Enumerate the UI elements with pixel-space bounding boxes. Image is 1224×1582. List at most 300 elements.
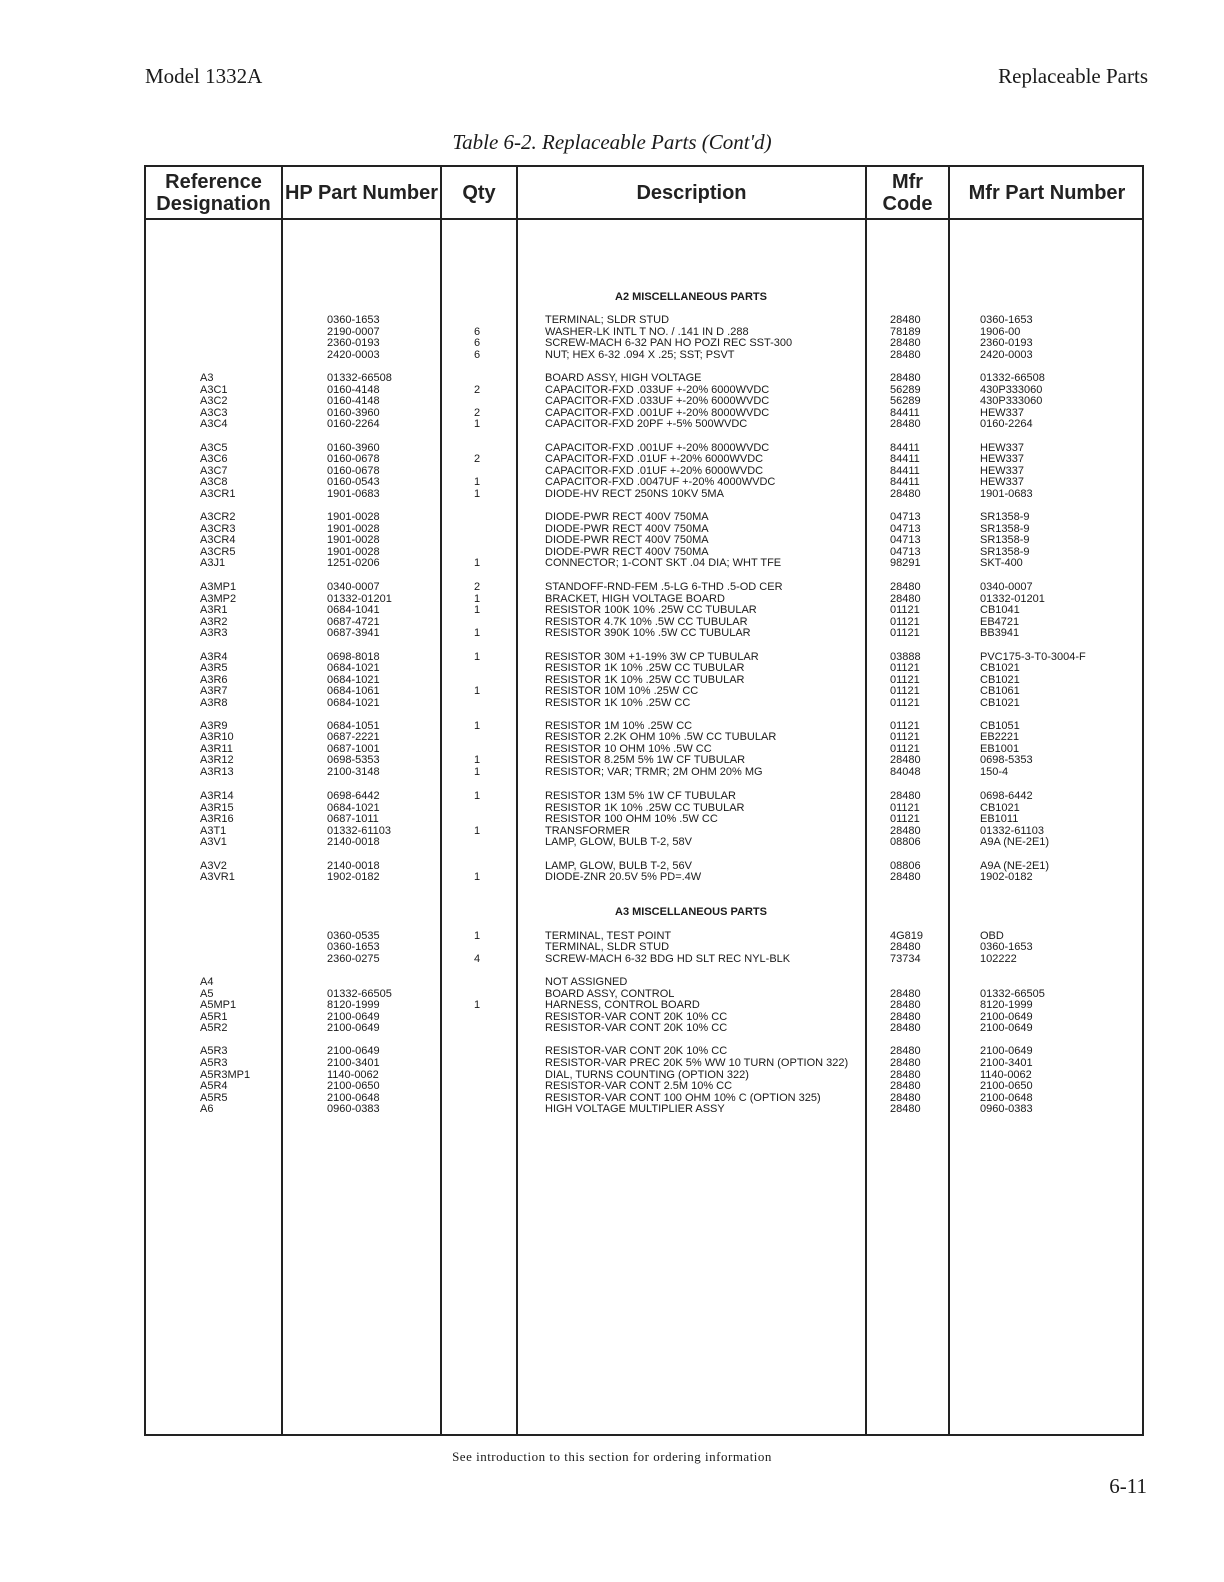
cell-mfr-code: 01121 <box>890 813 920 825</box>
table-row <box>0 453 1224 465</box>
cell-ref-designation: A3R11 <box>200 743 233 755</box>
cell-mfr-part-number: 1901-0683 <box>980 488 1033 500</box>
cell-mfr-part-number: SR1358-9 <box>980 534 1030 546</box>
cell-mfr-code: 01121 <box>890 697 920 709</box>
cell-description: RESISTOR-VAR CONT 2.5M 10% CC <box>545 1080 733 1092</box>
cell-mfr-part-number: SR1358-9 <box>980 511 1030 523</box>
cell-mfr-part-number: SKT-400 <box>980 557 1023 569</box>
cell-ref-designation: A3R13 <box>200 766 234 778</box>
cell-description: RESISTOR-VAR PREC 20K 5% WW 10 TURN (OPTION 322) <box>545 1057 849 1069</box>
cell-qty: 2 <box>474 384 481 396</box>
cell-mfr-part-number: 150-4 <box>980 766 1009 778</box>
cell-mfr-part-number: 8120-1999 <box>980 999 1033 1011</box>
cell-ref-designation: A3R3 <box>200 627 228 639</box>
cell-mfr-code: 01121 <box>890 662 920 674</box>
section-heading-a3: A3 MISCELLANEOUS PARTS <box>615 906 767 918</box>
cell-hp-part-number: 2100-0649 <box>327 1011 380 1023</box>
cell-mfr-part-number: 1906-00 <box>980 326 1021 338</box>
cell-mfr-code: 01121 <box>890 627 920 639</box>
cell-description: RESISTOR 1M 10% .25W CC <box>545 720 693 732</box>
table-row <box>0 754 1224 766</box>
cell-mfr-code: 04713 <box>890 534 921 546</box>
table-row <box>0 534 1224 546</box>
table-row <box>0 511 1224 523</box>
cell-mfr-code: 04713 <box>890 546 921 558</box>
cell-mfr-code: 04713 <box>890 511 921 523</box>
cell-ref-designation: A3R4 <box>200 651 228 663</box>
cell-mfr-code: 84048 <box>890 766 921 778</box>
cell-hp-part-number: 1251-0206 <box>327 557 380 569</box>
cell-description: DIODE-ZNR 20.5V 5% PD=.4W <box>545 871 702 883</box>
cell-ref-designation: A5MP1 <box>200 999 237 1011</box>
cell-description: RESISTOR 10 OHM 10% .5W CC <box>545 743 712 755</box>
column-header-qty: Qty <box>462 181 496 204</box>
cell-ref-designation: A3CR4 <box>200 534 236 546</box>
table-row <box>0 581 1224 593</box>
cell-mfr-part-number: CB1021 <box>980 662 1020 674</box>
cell-ref-designation: A5R2 <box>200 1022 228 1034</box>
cell-hp-part-number: 0684-1021 <box>327 674 380 686</box>
cell-mfr-part-number: PVC175-3-T0-3004-F <box>980 651 1086 663</box>
cell-qty: 2 <box>474 581 481 593</box>
cell-ref-designation: A3R16 <box>200 813 234 825</box>
cell-mfr-code: 28480 <box>890 1045 921 1057</box>
cell-mfr-part-number: 01332-66508 <box>980 372 1045 384</box>
table-row <box>0 488 1224 500</box>
cell-mfr-code: 78189 <box>890 326 921 338</box>
cell-mfr-part-number: 1140-0062 <box>980 1069 1032 1081</box>
table-row <box>0 697 1224 709</box>
cell-mfr-part-number: 2100-0650 <box>980 1080 1033 1092</box>
cell-hp-part-number: 8120-1999 <box>327 999 380 1011</box>
cell-hp-part-number: 2420-0003 <box>327 349 380 361</box>
cell-mfr-code: 01121 <box>890 731 920 743</box>
cell-ref-designation: A3C5 <box>200 442 228 454</box>
table-row <box>0 476 1224 488</box>
cell-hp-part-number: 2190-0007 <box>327 326 380 338</box>
cell-ref-designation: A5R5 <box>200 1092 228 1104</box>
cell-mfr-code: 28480 <box>890 488 921 500</box>
cell-description: RESISTOR 1K 10% .25W CC TUBULAR <box>545 662 745 674</box>
cell-ref-designation: A3CR2 <box>200 511 236 523</box>
cell-hp-part-number: 2360-0275 <box>327 953 380 965</box>
cell-qty: 1 <box>474 627 481 639</box>
cell-hp-part-number: 0698-6442 <box>327 790 380 802</box>
table-row <box>0 337 1224 349</box>
cell-description: RESISTOR 1K 10% .25W CC TUBULAR <box>545 802 745 814</box>
cell-hp-part-number: 0360-0535 <box>327 930 380 942</box>
cell-ref-designation: A5R3MP1 <box>200 1069 251 1081</box>
table-row <box>0 871 1224 883</box>
cell-ref-designation: A3CR1 <box>200 488 236 500</box>
table-row <box>0 731 1224 743</box>
cell-qty: 1 <box>474 825 481 837</box>
cell-qty: 1 <box>474 476 481 488</box>
cell-mfr-code: 84411 <box>890 453 920 465</box>
cell-ref-designation: A3V1 <box>200 836 227 848</box>
cell-hp-part-number: 2100-3401 <box>327 1057 380 1069</box>
cell-ref-designation: A4 <box>200 976 214 988</box>
cell-mfr-part-number: OBD <box>980 930 1004 942</box>
table-row <box>0 662 1224 674</box>
cell-mfr-part-number: 2100-0649 <box>980 1045 1033 1057</box>
cell-qty: 2 <box>474 407 481 419</box>
cell-hp-part-number: 0684-1021 <box>327 662 380 674</box>
cell-ref-designation: A3C8 <box>200 476 228 488</box>
cell-ref-designation: A3CR5 <box>200 546 236 558</box>
cell-mfr-part-number: EB1001 <box>980 743 1020 755</box>
cell-description: LAMP, GLOW, BULB T-2, 56V <box>545 860 692 872</box>
column-header-hp-part: HP Part Number <box>284 181 438 204</box>
cell-description: HARNESS, CONTROL BOARD <box>545 999 700 1011</box>
cell-hp-part-number: 1901-0028 <box>327 523 380 535</box>
cell-mfr-part-number: 01332-66505 <box>980 988 1045 1000</box>
cell-description: DIODE-PWR RECT 400V 750MA <box>545 546 709 558</box>
cell-ref-designation: A3R15 <box>200 802 234 814</box>
cell-qty: 1 <box>474 720 481 732</box>
cell-hp-part-number: 01332-61103 <box>327 825 392 837</box>
cell-mfr-part-number: 01332-61103 <box>980 825 1045 837</box>
cell-mfr-code: 4G819 <box>890 930 924 942</box>
cell-description: RESISTOR 13M 5% 1W CF TUBULAR <box>545 790 736 802</box>
cell-mfr-part-number: 0340-0007 <box>980 581 1033 593</box>
cell-mfr-part-number: A9A (NE-2E1) <box>980 836 1050 848</box>
cell-mfr-part-number: CB1021 <box>980 802 1020 814</box>
cell-hp-part-number: 0340-0007 <box>327 581 380 593</box>
table-row <box>0 1080 1224 1092</box>
cell-hp-part-number: 0698-8018 <box>327 651 380 663</box>
cell-mfr-part-number: CB1021 <box>980 697 1020 709</box>
cell-mfr-part-number: 0360-1653 <box>980 314 1033 326</box>
cell-ref-designation: A3C2 <box>200 395 228 407</box>
cell-hp-part-number: 0684-1061 <box>327 685 380 697</box>
cell-mfr-code: 28480 <box>890 871 921 883</box>
cell-mfr-code: 28480 <box>890 1011 921 1023</box>
cell-description: CONNECTOR; 1-CONT SKT .04 DIA; WHT TFE <box>545 557 782 569</box>
cell-hp-part-number: 0160-3960 <box>327 442 380 454</box>
cell-mfr-code: 28480 <box>890 1092 921 1104</box>
cell-description: BOARD ASSY, HIGH VOLTAGE <box>545 372 702 384</box>
cell-hp-part-number: 0160-4148 <box>327 384 380 396</box>
cell-description: RESISTOR-VAR CONT 20K 10% CC <box>545 1022 728 1034</box>
cell-description: DIODE-HV RECT 250NS 10KV 5MA <box>545 488 724 500</box>
table-row <box>0 372 1224 384</box>
cell-hp-part-number: 2360-0193 <box>327 337 380 349</box>
cell-qty: 6 <box>474 326 481 338</box>
cell-mfr-code: 01121 <box>890 604 920 616</box>
cell-mfr-code: 01121 <box>890 674 920 686</box>
cell-mfr-code: 28480 <box>890 1069 921 1081</box>
cell-ref-designation: A3R2 <box>200 616 228 628</box>
cell-description: RESISTOR-VAR CONT 100 OHM 10% C (OPTION 325) <box>545 1092 821 1104</box>
cell-mfr-code: 28480 <box>890 1057 921 1069</box>
cell-ref-designation: A3MP1 <box>200 581 237 593</box>
cell-hp-part-number: 2100-0648 <box>327 1092 380 1104</box>
cell-mfr-part-number: HEW337 <box>980 476 1025 488</box>
cell-description: CAPACITOR-FXD .01UF +-20% 6000WVDC <box>545 453 764 465</box>
cell-mfr-part-number: CB1051 <box>980 720 1020 732</box>
cell-ref-designation: A3R8 <box>200 697 228 709</box>
table-row <box>0 685 1224 697</box>
cell-description: RESISTOR 390K 10% .5W CC TUBULAR <box>545 627 751 639</box>
cell-description: LAMP, GLOW, BULB T-2, 58V <box>545 836 692 848</box>
cell-description: HIGH VOLTAGE MULTIPLIER ASSY <box>545 1103 725 1115</box>
cell-mfr-part-number: HEW337 <box>980 442 1025 454</box>
model-header: Model 1332A <box>145 64 263 88</box>
cell-description: TERMINAL; SLDR STUD <box>545 314 670 326</box>
table-row <box>0 349 1224 361</box>
cell-mfr-part-number: 0960-0383 <box>980 1103 1033 1115</box>
table-row <box>0 314 1224 326</box>
cell-mfr-part-number: CB1061 <box>980 685 1020 697</box>
cell-mfr-code: 98291 <box>890 557 921 569</box>
cell-mfr-code: 28480 <box>890 593 921 605</box>
cell-mfr-code: 01121 <box>890 720 920 732</box>
cell-hp-part-number: 1901-0028 <box>327 546 380 558</box>
cell-hp-part-number: 0687-4721 <box>327 616 380 628</box>
cell-qty: 6 <box>474 337 481 349</box>
cell-mfr-code: 28480 <box>890 825 921 837</box>
cell-ref-designation: A3R1 <box>200 604 228 616</box>
cell-mfr-code: 28480 <box>890 418 921 430</box>
cell-description: SCREW-MACH 6-32 BDG HD SLT REC NYL-BLK <box>545 953 791 965</box>
cell-mfr-code: 84411 <box>890 442 920 454</box>
cell-mfr-code: 28480 <box>890 999 921 1011</box>
cell-ref-designation: A3R12 <box>200 754 234 766</box>
cell-hp-part-number: 1901-0028 <box>327 511 380 523</box>
cell-mfr-code: 56289 <box>890 395 921 407</box>
cell-mfr-part-number: 2360-0193 <box>980 337 1033 349</box>
cell-mfr-part-number: SR1358-9 <box>980 523 1030 535</box>
cell-ref-designation: A3C7 <box>200 465 228 477</box>
cell-mfr-code: 28480 <box>890 581 921 593</box>
cell-mfr-code: 28480 <box>890 988 921 1000</box>
cell-mfr-code: 56289 <box>890 384 921 396</box>
cell-description: DIODE-PWR RECT 400V 750MA <box>545 534 709 546</box>
table-row <box>0 557 1224 569</box>
cell-mfr-code: 28480 <box>890 1103 921 1115</box>
cell-description: RESISTOR-VAR CONT 20K 10% CC <box>545 1011 728 1023</box>
cell-ref-designation: A3J1 <box>200 557 226 569</box>
cell-hp-part-number: 0687-2221 <box>327 731 380 743</box>
cell-qty: 1 <box>474 685 481 697</box>
cell-hp-part-number: 0160-0678 <box>327 453 380 465</box>
column-header-reference-line1: Reference <box>165 170 262 193</box>
cell-hp-part-number: 0684-1021 <box>327 802 380 814</box>
column-header-description: Description <box>636 181 747 204</box>
cell-description: RESISTOR 100K 10% .25W CC TUBULAR <box>545 604 757 616</box>
cell-hp-part-number: 1901-0683 <box>327 488 380 500</box>
column-header-mfr-line1: Mfr <box>891 170 924 193</box>
cell-description: RESISTOR-VAR CONT 20K 10% CC <box>545 1045 728 1057</box>
cell-mfr-code: 04713 <box>890 523 921 535</box>
cell-hp-part-number: 1140-0062 <box>327 1069 379 1081</box>
cell-qty: 1 <box>474 593 481 605</box>
cell-hp-part-number: 2100-3148 <box>327 766 380 778</box>
cell-mfr-part-number: 0360-1653 <box>980 941 1033 953</box>
table-row <box>0 418 1224 430</box>
cell-mfr-part-number: SR1358-9 <box>980 546 1030 558</box>
cell-mfr-code: 01121 <box>890 685 920 697</box>
cell-mfr-code: 28480 <box>890 754 921 766</box>
cell-mfr-code: 01121 <box>890 743 920 755</box>
cell-mfr-code: 73734 <box>890 953 921 965</box>
column-header-mfr-line2: Code <box>882 192 933 215</box>
cell-mfr-part-number: CB1041 <box>980 604 1020 616</box>
cell-ref-designation: A3CR3 <box>200 523 236 535</box>
cell-hp-part-number: 0360-1653 <box>327 941 380 953</box>
cell-hp-part-number: 0960-0383 <box>327 1103 380 1115</box>
table-row <box>0 1057 1224 1069</box>
section-header: Replaceable Parts <box>998 64 1148 88</box>
cell-mfr-part-number: 430P333060 <box>980 395 1043 407</box>
table-row <box>0 999 1224 1011</box>
section-heading-a2: A2 MISCELLANEOUS PARTS <box>615 291 767 303</box>
cell-mfr-code: 03888 <box>890 651 921 663</box>
cell-hp-part-number: 2100-0649 <box>327 1045 380 1057</box>
cell-description: DIODE-PWR RECT 400V 750MA <box>545 523 709 535</box>
cell-description: RESISTOR 8.25M 5% 1W CF TUBULAR <box>545 754 746 766</box>
table-row <box>0 953 1224 965</box>
cell-qty: 1 <box>474 418 481 430</box>
cell-hp-part-number: 0360-1653 <box>327 314 380 326</box>
cell-mfr-part-number: HEW337 <box>980 453 1025 465</box>
table-row <box>0 766 1224 778</box>
cell-mfr-code: 08806 <box>890 860 921 872</box>
table-row <box>0 627 1224 639</box>
cell-ref-designation: A3R9 <box>200 720 228 732</box>
cell-hp-part-number: 0160-4148 <box>327 395 380 407</box>
cell-qty: 1 <box>474 999 481 1011</box>
cell-mfr-part-number: 0698-5353 <box>980 754 1033 766</box>
cell-description: TRANSFORMER <box>545 825 630 837</box>
cell-mfr-part-number: EB1011 <box>980 813 1019 825</box>
cell-hp-part-number: 1902-0182 <box>327 871 380 883</box>
cell-hp-part-number: 0160-0543 <box>327 476 380 488</box>
cell-qty: 6 <box>474 349 481 361</box>
cell-mfr-part-number: 2100-0649 <box>980 1011 1033 1023</box>
cell-ref-designation: A6 <box>200 1103 214 1115</box>
cell-description: TERMINAL, SLDR STUD <box>545 941 670 953</box>
cell-ref-designation: A5R3 <box>200 1057 228 1069</box>
cell-description: RESISTOR 10M 10% .25W CC <box>545 685 699 697</box>
cell-hp-part-number: 2100-0650 <box>327 1080 380 1092</box>
cell-qty: 1 <box>474 871 481 883</box>
table-row <box>0 941 1224 953</box>
cell-mfr-part-number: 430P333060 <box>980 384 1043 396</box>
cell-ref-designation: A3C4 <box>200 418 228 430</box>
cell-description: RESISTOR 4.7K 10% .5W CC TUBULAR <box>545 616 748 628</box>
cell-mfr-part-number: 102222 <box>980 953 1017 965</box>
cell-ref-designation: A3R5 <box>200 662 228 674</box>
page-number: 6-11 <box>1109 1474 1147 1498</box>
cell-qty: 1 <box>474 604 481 616</box>
cell-description: CAPACITOR-FXD .001UF +-20% 8000WVDC <box>545 407 770 419</box>
cell-description: STANDOFF-RND-FEM .5-LG 6-THD .5-OD CER <box>545 581 783 593</box>
cell-description: TERMINAL, TEST POINT <box>545 930 672 942</box>
cell-ref-designation: A3V2 <box>200 860 227 872</box>
cell-description: NUT; HEX 6-32 .094 X .25; SST; PSVT <box>545 349 735 361</box>
cell-mfr-code: 28480 <box>890 1080 921 1092</box>
cell-qty: 1 <box>474 488 481 500</box>
cell-mfr-part-number: A9A (NE-2E1) <box>980 860 1050 872</box>
cell-qty: 1 <box>474 930 481 942</box>
cell-mfr-part-number: 2100-0648 <box>980 1092 1033 1104</box>
cell-hp-part-number: 0160-3960 <box>327 407 380 419</box>
cell-mfr-part-number: 2100-3401 <box>980 1057 1033 1069</box>
cell-mfr-part-number: HEW337 <box>980 465 1025 477</box>
cell-mfr-code: 28480 <box>890 1022 921 1034</box>
cell-description: BRACKET, HIGH VOLTAGE BOARD <box>545 593 725 605</box>
cell-mfr-code: 08806 <box>890 836 921 848</box>
cell-ref-designation: A3C6 <box>200 453 228 465</box>
cell-description: CAPACITOR-FXD .01UF +-20% 6000WVDC <box>545 465 764 477</box>
cell-ref-designation: A3R10 <box>200 731 234 743</box>
table-row <box>0 836 1224 848</box>
cell-mfr-code: 28480 <box>890 790 921 802</box>
cell-qty: 1 <box>474 754 481 766</box>
cell-ref-designation: A3C3 <box>200 407 228 419</box>
cell-hp-part-number: 0687-3941 <box>327 627 380 639</box>
cell-mfr-code: 28480 <box>890 314 921 326</box>
cell-description: CAPACITOR-FXD 20PF +-5% 500WVDC <box>545 418 748 430</box>
cell-mfr-code: 84411 <box>890 407 920 419</box>
cell-qty: 1 <box>474 790 481 802</box>
cell-description: DIODE-PWR RECT 400V 750MA <box>545 511 709 523</box>
cell-description: WASHER-LK INTL T NO. / .141 IN D .288 <box>545 326 749 338</box>
cell-qty: 2 <box>474 453 481 465</box>
table-row <box>0 1103 1224 1115</box>
cell-mfr-part-number: 0160-2264 <box>980 418 1033 430</box>
cell-mfr-code: 84411 <box>890 476 920 488</box>
cell-hp-part-number: 0160-0678 <box>327 465 380 477</box>
cell-description: SCREW-MACH 6-32 PAN HO POZI REC SST-300 <box>545 337 793 349</box>
cell-hp-part-number: 2140-0018 <box>327 836 380 848</box>
cell-hp-part-number: 01332-66505 <box>327 988 392 1000</box>
cell-mfr-part-number: 2100-0649 <box>980 1022 1033 1034</box>
cell-description: NOT ASSIGNED <box>545 976 628 988</box>
table-row <box>0 1022 1224 1034</box>
cell-description: BOARD ASSY, CONTROL <box>545 988 675 1000</box>
cell-hp-part-number: 0698-5353 <box>327 754 380 766</box>
cell-mfr-part-number: BB3941 <box>980 627 1020 639</box>
footer-note: See introduction to this section for ordering information <box>452 1449 772 1464</box>
cell-hp-part-number: 0687-1001 <box>327 743 380 755</box>
cell-description: RESISTOR 30M +1-19% 3W CP TUBULAR <box>545 651 759 663</box>
cell-mfr-part-number: EB2221 <box>980 731 1020 743</box>
cell-description: CAPACITOR-FXD .0047UF +-20% 4000WVDC <box>545 476 776 488</box>
cell-mfr-part-number: HEW337 <box>980 407 1025 419</box>
cell-ref-designation: A5R1 <box>200 1011 228 1023</box>
table-row <box>0 395 1224 407</box>
cell-description: RESISTOR; VAR; TRMR; 2M OHM 20% MG <box>545 766 763 778</box>
cell-qty: 1 <box>474 766 481 778</box>
cell-mfr-part-number: EB4721 <box>980 616 1020 628</box>
cell-hp-part-number: 0160-2264 <box>327 418 380 430</box>
table-row <box>0 604 1224 616</box>
cell-mfr-code: 01121 <box>890 802 920 814</box>
cell-ref-designation: A5R3 <box>200 1045 228 1057</box>
cell-mfr-code: 84411 <box>890 465 920 477</box>
table-row <box>0 790 1224 802</box>
cell-ref-designation: A3R14 <box>200 790 234 802</box>
column-header-reference-line2: Designation <box>156 192 271 215</box>
cell-hp-part-number: 0684-1041 <box>327 604 380 616</box>
cell-description: CAPACITOR-FXD .033UF +-20% 6000WVDC <box>545 395 770 407</box>
cell-description: RESISTOR 2.2K OHM 10% .5W CC TUBULAR <box>545 731 777 743</box>
cell-mfr-code: 28480 <box>890 372 921 384</box>
cell-ref-designation: A5 <box>200 988 214 1000</box>
